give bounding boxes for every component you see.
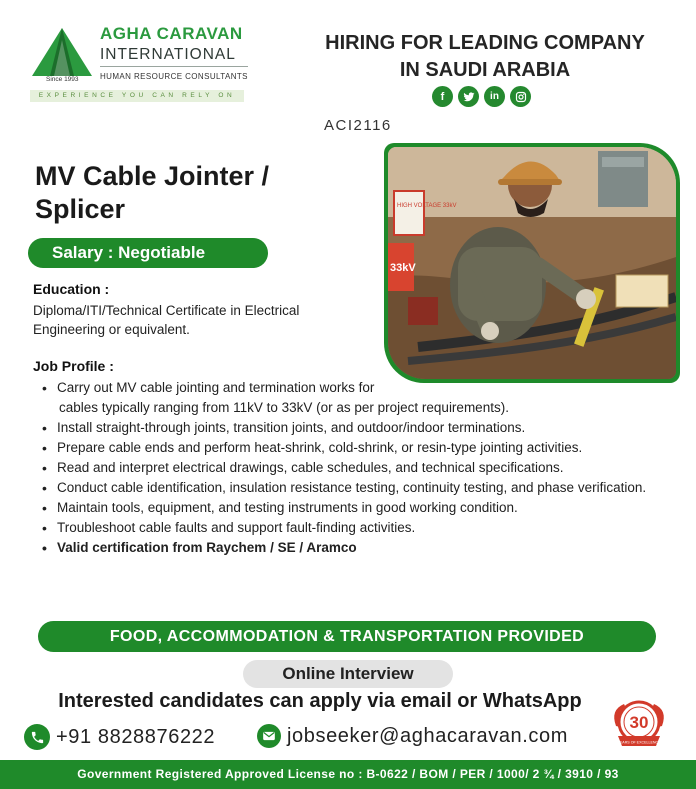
logo-title: AGHA CARAVAN — [100, 24, 243, 43]
sign-high-voltage-text: HIGH VOLTAGE 33kV — [397, 203, 457, 209]
headline-line-2: IN SAUDI ARABIA — [399, 59, 571, 81]
duty-continuation: cables typically ranging from 11kV to 33kV (or as per project requirements). — [59, 400, 509, 415]
logo-tagline: EXPERIENCE YOU CAN RELY ON — [30, 90, 244, 102]
email-contact[interactable] — [257, 724, 568, 748]
job-profile-heading: Job Profile : — [33, 358, 114, 374]
facebook-icon[interactable]: f — [432, 86, 453, 107]
online-interview-pill: Online Interview — [243, 660, 453, 688]
education-line-1: Diploma/ITI/Technical Certificate in Electrical — [33, 303, 300, 318]
list-item: • Maintain tools, equipment, and testing instruments in good working condition. — [42, 498, 682, 518]
phone-contact[interactable] — [24, 724, 215, 750]
job-photo — [384, 143, 680, 383]
badge-number: 30 — [629, 713, 649, 732]
list-item: • Conduct cable identification, insulation resistance testing, continuity testing, and phase verification. — [42, 478, 662, 498]
salary-pill: Salary : Negotiable — [28, 238, 268, 268]
education-heading: Education : — [33, 281, 110, 297]
social-links — [432, 86, 531, 107]
list-item: • Troubleshoot cable faults and support fault-finding activities. — [42, 518, 682, 538]
education-text — [33, 301, 383, 339]
thirty-years-badge-icon — [608, 696, 670, 752]
badge-text: YEARS OF EXCELLENCE — [617, 740, 661, 745]
job-duties-list — [42, 378, 682, 558]
apply-instructions: Interested candidates can apply via email or WhatsApp — [58, 690, 582, 712]
job-title-line-1: MV Cable Jointer / — [35, 161, 270, 191]
job-title-line-2: Splicer — [35, 194, 126, 224]
phone-number[interactable]: +91 8828876222 — [56, 725, 216, 748]
hiring-headline — [290, 30, 680, 84]
twitter-icon[interactable] — [458, 86, 479, 107]
anniversary-badge — [608, 696, 670, 752]
linkedin-icon[interactable]: in — [484, 86, 505, 107]
license-footer: Government Registered Approved License no : B-0622 / BOM / PER / 1000/ 2 ¾ / 3910 / 93 — [0, 760, 696, 789]
list-item: • Install straight-through joints, transition joints, and outdoor/indoor terminations. — [42, 418, 682, 438]
list-item: • Read and interpret electrical drawings, cable schedules, and technical specifications. — [42, 458, 602, 478]
logo-divider — [100, 66, 248, 67]
job-title — [35, 160, 365, 226]
list-item — [42, 378, 682, 418]
education-line-2: Engineering or equivalent. — [33, 322, 190, 337]
list-item: • Valid certification from Raychem / SE / Aramco — [42, 538, 682, 558]
whatsapp-icon — [24, 724, 50, 750]
email-address[interactable]: jobseeker@aghacaravan.com — [287, 724, 569, 747]
worker-photo — [388, 147, 676, 379]
logo-since: Since 1993 — [46, 76, 79, 83]
instagram-icon[interactable] — [510, 86, 531, 107]
email-icon — [257, 724, 281, 748]
duty-text: Carry out MV cable jointing and termination works for — [57, 380, 375, 395]
benefits-banner: FOOD, ACCOMMODATION & TRANSPORTATION PROVIDED — [38, 621, 656, 652]
logo-consultants: HUMAN RESOURCE CONSULTANTS — [100, 72, 248, 81]
logo-subtitle: INTERNATIONAL — [100, 46, 236, 63]
company-logo — [30, 22, 250, 102]
cable-jointer-illustration — [388, 147, 676, 379]
headline-line-1: HIRING FOR LEADING COMPANY — [325, 32, 645, 54]
job-reference-code: ACI2116 — [324, 117, 392, 134]
list-item: • Prepare cable ends and perform heat-shrink, cold-shrink, or resin-type jointing activities. — [42, 438, 642, 458]
sign-33kv-text: 33kV — [390, 262, 416, 274]
